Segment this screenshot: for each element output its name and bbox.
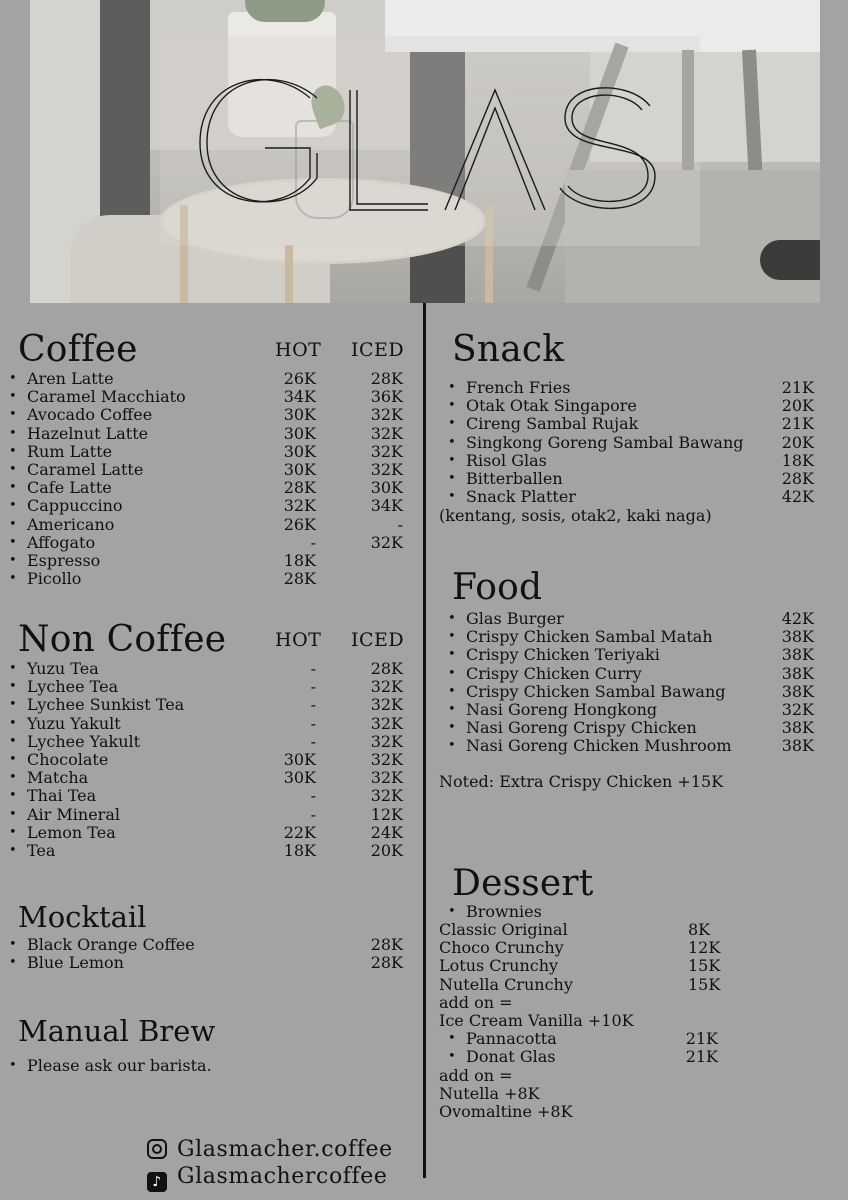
dessert-item xyxy=(466,1030,718,1048)
brownies-item-price: 12K xyxy=(688,938,721,958)
food-item xyxy=(466,737,816,755)
non-coffee-hot-price: 22K xyxy=(283,822,316,842)
non-coffee-hot-price: - xyxy=(310,731,316,751)
brownies-item xyxy=(439,939,739,957)
non-coffee-title: Non Coffee xyxy=(18,619,227,660)
food-item-name: Crispy Chicken Sambal Bawang xyxy=(466,681,726,701)
dessert-addon2-item: Nutella +8K xyxy=(439,1084,540,1103)
snack-item-price: 42K xyxy=(781,487,814,507)
non-coffee-item xyxy=(27,715,407,733)
snack-item-price: 28K xyxy=(781,468,814,488)
coffee-item-name: Americano xyxy=(27,514,115,534)
coffee-item-name: Espresso xyxy=(27,550,101,570)
food-item-name: Nasi Goreng Chicken Mushroom xyxy=(466,736,732,756)
coffee-item xyxy=(27,406,407,424)
brownies-label: • Brownies xyxy=(466,903,766,921)
coffee-iced-price: 34K xyxy=(370,496,403,516)
coffee-item xyxy=(27,497,407,515)
non-coffee-hot-price: - xyxy=(310,695,316,715)
non-coffee-item-name: Chocolate xyxy=(27,749,109,769)
coffee-item xyxy=(27,443,407,461)
coffee-item-name: Avocado Coffee xyxy=(27,405,153,425)
coffee-item-name: Cafe Latte xyxy=(27,478,112,498)
coffee-item-name: Caramel Latte xyxy=(27,459,144,479)
non-coffee-item-name: Matcha xyxy=(27,768,89,788)
non-coffee-hot-header: HOT xyxy=(275,629,322,651)
non-coffee-hot-price: - xyxy=(310,713,316,733)
brownies-item-name: Choco Crunchy xyxy=(439,938,564,958)
food-item-name: Crispy Chicken Sambal Matah xyxy=(466,627,713,647)
coffee-hot-price: 28K xyxy=(283,569,316,589)
non-coffee-item xyxy=(27,806,407,824)
food-item-price: 38K xyxy=(781,645,814,665)
non-coffee-iced-price: 32K xyxy=(370,713,403,733)
coffee-iced-price: 32K xyxy=(370,423,403,443)
coffee-hot-price: 18K xyxy=(283,550,316,570)
snack-item-price: 20K xyxy=(781,396,814,416)
non-coffee-item-name: Lychee Tea xyxy=(27,677,119,697)
coffee-hot-price: 30K xyxy=(283,423,316,443)
snack-item-price: 20K xyxy=(781,432,814,452)
coffee-hot-price: 30K xyxy=(283,405,316,425)
snack-item-name: Singkong Goreng Sambal Bawang xyxy=(466,432,744,452)
snack-title: Snack xyxy=(452,329,565,370)
food-item xyxy=(466,646,816,664)
food-item xyxy=(466,719,816,737)
instagram-link[interactable] xyxy=(147,1137,393,1162)
non-coffee-iced-price: 32K xyxy=(370,695,403,715)
non-coffee-item xyxy=(27,751,407,769)
food-item xyxy=(466,665,816,683)
food-item xyxy=(466,628,816,646)
brownies-item-name: Classic Original xyxy=(439,920,568,939)
food-item xyxy=(466,701,816,719)
non-coffee-iced-price: 32K xyxy=(370,749,403,769)
coffee-iced-price: 32K xyxy=(370,532,403,552)
coffee-hot-header: HOT xyxy=(275,339,322,361)
food-item-name: Crispy Chicken Teriyaki xyxy=(466,645,660,665)
coffee-iced-price: 32K xyxy=(370,405,403,425)
food-item-price: 42K xyxy=(781,609,814,628)
snack-item xyxy=(466,379,816,397)
non-coffee-item xyxy=(27,660,407,678)
column-divider xyxy=(423,303,426,1178)
instagram-handle: Glasmacher.coffee xyxy=(177,1137,393,1162)
snack-item-name: Bitterballen xyxy=(466,468,563,488)
food-item-name: Nasi Goreng Crispy Chicken xyxy=(466,718,697,738)
mocktail-item xyxy=(27,954,407,972)
coffee-iced-header: ICED xyxy=(351,339,405,361)
coffee-item-name: Cappuccino xyxy=(27,496,123,516)
manual-brew-title: Manual Brew xyxy=(18,1014,216,1048)
non-coffee-hot-price: 18K xyxy=(283,840,316,860)
tiktok-link[interactable] xyxy=(147,1164,388,1192)
non-coffee-item xyxy=(27,824,407,842)
snack-item xyxy=(466,434,816,452)
coffee-iced-price: - xyxy=(397,514,403,534)
brownies-item-price: 15K xyxy=(688,956,721,976)
brownies-item xyxy=(439,957,739,975)
coffee-list xyxy=(27,370,407,588)
snack-item xyxy=(466,397,816,415)
non-coffee-item-name: Lemon Tea xyxy=(27,822,116,842)
coffee-item xyxy=(27,388,407,406)
non-coffee-iced-price: 20K xyxy=(370,840,403,860)
food-item-name: Crispy Chicken Curry xyxy=(466,663,642,683)
brownies-item-price: 8K xyxy=(688,920,711,939)
coffee-hot-price: 34K xyxy=(283,387,316,407)
snack-list xyxy=(466,379,816,506)
mocktail-item xyxy=(27,936,407,954)
non-coffee-iced-price: 24K xyxy=(370,822,403,842)
dessert-item-name: Pannacotta xyxy=(466,1029,557,1048)
snack-item xyxy=(466,452,816,470)
dessert-title: Dessert xyxy=(452,863,594,904)
mocktail-title: Mocktail xyxy=(18,900,147,934)
non-coffee-iced-price: 28K xyxy=(370,659,403,678)
dessert-addon2-label: add on = xyxy=(439,1066,513,1085)
mocktail-item-name: Blue Lemon xyxy=(27,953,124,973)
snack-item-name: Otak Otak Singapore xyxy=(466,396,637,416)
snack-item-name: Snack Platter xyxy=(466,487,576,507)
non-coffee-hot-price: - xyxy=(310,677,316,697)
food-item-name: Nasi Goreng Hongkong xyxy=(466,699,658,719)
glas-logo xyxy=(160,68,700,222)
non-coffee-iced-price: 32K xyxy=(370,786,403,806)
non-coffee-item xyxy=(27,696,407,714)
coffee-iced-price: 32K xyxy=(370,441,403,461)
food-item-price: 38K xyxy=(781,681,814,701)
mocktail-list xyxy=(27,936,407,972)
coffee-item xyxy=(27,570,407,588)
non-coffee-item-name: Lychee Sunkist Tea xyxy=(27,695,185,715)
mocktail-item-price: 28K xyxy=(370,953,403,973)
coffee-iced-price: 36K xyxy=(370,387,403,407)
dessert-addon1-label: add on = xyxy=(439,993,513,1012)
coffee-iced-price: 32K xyxy=(370,459,403,479)
glas-logo-mark xyxy=(160,68,700,218)
coffee-item xyxy=(27,370,407,388)
coffee-item xyxy=(27,479,407,497)
coffee-title: Coffee xyxy=(18,329,138,370)
non-coffee-item xyxy=(27,787,407,805)
food-item-name: Glas Burger xyxy=(466,609,564,628)
coffee-item xyxy=(27,425,407,443)
dessert-item-name: Donat Glas xyxy=(466,1047,556,1067)
coffee-item xyxy=(27,461,407,479)
non-coffee-hot-price: - xyxy=(310,659,316,678)
brownies-list xyxy=(466,903,766,921)
dessert-addon2-item: Ovomaltine +8K xyxy=(439,1102,573,1121)
coffee-hot-price: 30K xyxy=(283,441,316,461)
non-coffee-hot-price: 30K xyxy=(283,749,316,769)
non-coffee-item xyxy=(27,842,407,860)
food-note: Noted: Extra Crispy Chicken +15K xyxy=(439,772,724,791)
snack-item xyxy=(466,488,816,506)
non-coffee-item-name: Yuzu Tea xyxy=(27,659,99,678)
brownies-item-price: 15K xyxy=(688,974,721,994)
coffee-iced-price: 28K xyxy=(370,369,403,388)
coffee-item-name: Affogato xyxy=(27,532,96,552)
non-coffee-iced-price: 32K xyxy=(370,677,403,697)
coffee-hot-price: 26K xyxy=(283,369,316,388)
food-item-price: 38K xyxy=(781,718,814,738)
snack-item-price: 18K xyxy=(781,450,814,470)
coffee-item xyxy=(27,534,407,552)
mocktail-item-name: Black Orange Coffee xyxy=(27,935,195,954)
coffee-item xyxy=(27,552,407,570)
snack-item xyxy=(466,415,816,433)
food-item xyxy=(466,683,816,701)
non-coffee-item-name: Thai Tea xyxy=(27,786,97,806)
brownies-item xyxy=(439,976,739,994)
non-coffee-list xyxy=(27,660,407,860)
non-coffee-item xyxy=(27,733,407,751)
dessert-item-price: 21K xyxy=(685,1029,718,1048)
food-item-price: 32K xyxy=(781,699,814,719)
non-coffee-item xyxy=(27,769,407,787)
snack-item-name: Cireng Sambal Rujak xyxy=(466,414,639,434)
snack-platter-note: (kentang, sosis, otak2, kaki naga) xyxy=(439,506,712,525)
coffee-item-name: Picollo xyxy=(27,569,82,589)
manual-brew-list xyxy=(27,1057,407,1075)
tiktok-handle: Glasmachercoffee xyxy=(177,1164,388,1189)
snack-item-price: 21K xyxy=(781,414,814,434)
food-item xyxy=(466,610,816,628)
non-coffee-iced-header: ICED xyxy=(351,629,405,651)
coffee-hot-price: 28K xyxy=(283,478,316,498)
coffee-item-name: Aren Latte xyxy=(27,369,114,388)
non-coffee-iced-price: 12K xyxy=(370,804,403,824)
food-title: Food xyxy=(452,567,543,608)
food-item-price: 38K xyxy=(781,736,814,756)
tiktok-icon: ♪ xyxy=(147,1172,167,1192)
dessert-addon1: Ice Cream Vanilla +10K xyxy=(439,1011,634,1030)
snack-item xyxy=(466,470,816,488)
non-coffee-iced-price: 32K xyxy=(370,768,403,788)
brownies-item xyxy=(439,921,739,939)
non-coffee-item-name: Lychee Yakult xyxy=(27,731,141,751)
non-coffee-item-name: Tea xyxy=(27,840,56,860)
non-coffee-item-name: Yuzu Yakult xyxy=(27,713,121,733)
snack-item-price: 21K xyxy=(781,378,814,397)
coffee-hot-price: 32K xyxy=(283,496,316,516)
instagram-icon xyxy=(147,1139,167,1159)
non-coffee-hot-price: 30K xyxy=(283,768,316,788)
food-item-price: 38K xyxy=(781,627,814,647)
coffee-hot-price: 26K xyxy=(283,514,316,534)
manual-brew-note: • Please ask our barista. xyxy=(27,1057,407,1075)
coffee-item-name: Hazelnut Latte xyxy=(27,423,149,443)
snack-item-name: French Fries xyxy=(466,378,571,397)
dessert-item xyxy=(466,1048,718,1066)
coffee-iced-price: 30K xyxy=(370,478,403,498)
coffee-hot-price: - xyxy=(310,532,316,552)
mocktail-item-price: 28K xyxy=(370,935,403,954)
food-list xyxy=(466,610,816,756)
dessert-item-price: 21K xyxy=(685,1047,718,1067)
coffee-item xyxy=(27,516,407,534)
brownies-variants xyxy=(439,921,739,994)
non-coffee-hot-price: - xyxy=(310,804,316,824)
coffee-item-name: Caramel Macchiato xyxy=(27,387,186,407)
brownies-item-name: Lotus Crunchy xyxy=(439,956,559,976)
non-coffee-hot-price: - xyxy=(310,786,316,806)
food-item-price: 38K xyxy=(781,663,814,683)
snack-item-name: Risol Glas xyxy=(466,450,547,470)
coffee-hot-price: 30K xyxy=(283,459,316,479)
brownies-item-name: Nutella Crunchy xyxy=(439,974,573,994)
non-coffee-item-name: Air Mineral xyxy=(27,804,120,824)
non-coffee-iced-price: 32K xyxy=(370,731,403,751)
dessert-others-list xyxy=(466,1030,718,1066)
coffee-item-name: Rum Latte xyxy=(27,441,113,461)
non-coffee-item xyxy=(27,678,407,696)
